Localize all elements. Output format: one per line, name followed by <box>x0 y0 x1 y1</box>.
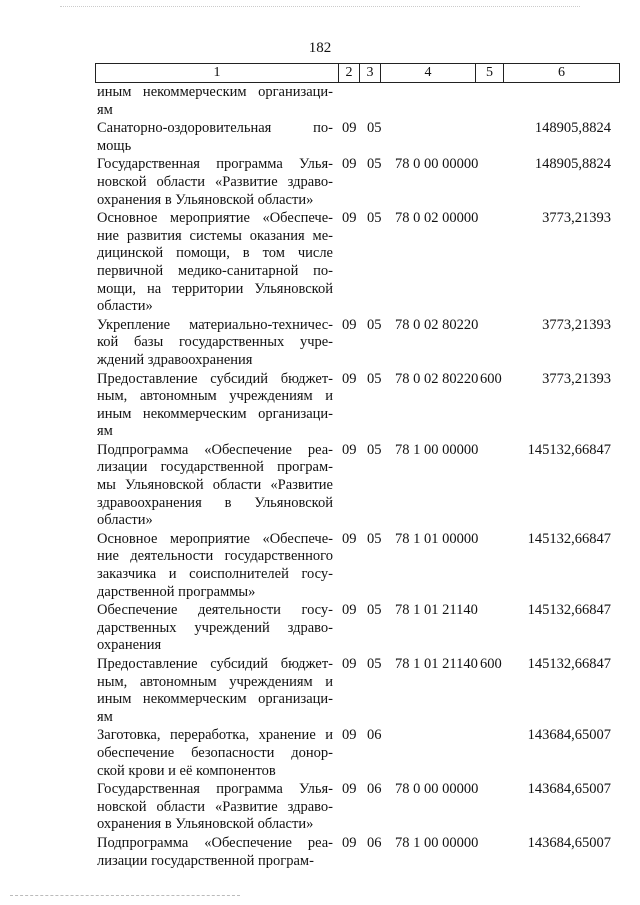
row-subsection-code: 06 <box>367 834 382 851</box>
row-section-code: 09 <box>342 370 357 387</box>
row-target-article-code: 78 1 01 21140 <box>395 602 478 619</box>
row-amount: 145132,66847 <box>527 656 611 672</box>
row-name-line: иным некоммерческим организаци- <box>97 84 333 100</box>
table-row <box>97 656 617 726</box>
row-name-line: Государственная программа Улья- <box>97 156 333 173</box>
row-target-article-code: 78 0 00 00000 <box>395 781 479 798</box>
row-section-code: 09 <box>342 656 357 672</box>
row-subsection-code: 05 <box>367 602 382 619</box>
row-name-line: охранения <box>97 637 162 654</box>
row-name-line: ям <box>97 423 113 440</box>
row-section-code: 09 <box>342 156 357 173</box>
table-row <box>97 156 617 209</box>
row-expense-type-code: 600 <box>480 370 502 387</box>
row-name <box>97 317 333 370</box>
row-section-code: 09 <box>342 602 357 619</box>
row-name-line: охранения в Ульяновской области» <box>97 816 314 833</box>
row-subsection-code: 05 <box>367 120 382 137</box>
row-name <box>97 602 333 655</box>
row-name-line: ям <box>97 101 113 118</box>
row-name-line: области» <box>97 512 153 529</box>
table-row <box>97 84 617 119</box>
budget-table-body <box>97 84 617 871</box>
row-target-article-code: 78 1 00 00000 <box>395 834 479 851</box>
table-row <box>97 210 617 316</box>
row-section-code: 09 <box>342 441 357 458</box>
column-header-6: 6 <box>504 64 620 83</box>
row-section-code: 09 <box>342 120 357 137</box>
row-name-line: первичной медико-санитарной по- <box>97 262 333 279</box>
table-row <box>97 371 617 441</box>
row-subsection-code: 05 <box>367 656 382 672</box>
column-header-3: 3 <box>360 64 381 83</box>
row-name <box>97 442 333 530</box>
row-name <box>97 120 333 155</box>
row-subsection-code: 06 <box>367 781 382 798</box>
row-expense-type-code: 600 <box>480 656 502 672</box>
row-name-line: Предоставление субсидий бюджет- <box>97 656 333 672</box>
row-amount: 145132,66847 <box>527 441 611 458</box>
row-amount: 3773,21393 <box>542 316 611 333</box>
row-name <box>97 210 333 316</box>
row-target-article-code: 78 1 01 00000 <box>395 530 479 547</box>
row-amount: 145132,66847 <box>527 602 611 619</box>
row-name <box>97 371 333 441</box>
row-target-article-code: 78 0 00 00000 <box>395 156 479 173</box>
row-subsection-code: 05 <box>367 210 382 227</box>
row-amount: 148905,8824 <box>534 156 611 173</box>
row-name-line: лизации государственной програм- <box>97 852 314 869</box>
row-section-code: 09 <box>342 210 357 227</box>
row-name-line: Обеспечение деятельности госу- <box>97 602 333 619</box>
row-subsection-code: 05 <box>367 441 382 458</box>
column-header-5: 5 <box>476 64 504 83</box>
row-name-line: дицинской помощи, в том числе <box>97 245 333 262</box>
row-name <box>97 835 333 870</box>
row-target-article-code: 78 0 02 80220 <box>395 370 479 387</box>
column-header-table <box>95 63 620 83</box>
row-name-line: Основное мероприятие «Обеспече- <box>97 210 333 227</box>
row-subsection-code: 05 <box>367 370 382 387</box>
row-name-line: кой базы государственных учре- <box>97 334 333 351</box>
row-name-line: ным, автономным учреждениям и <box>97 673 333 690</box>
row-name-line: Основное мероприятие «Обеспече- <box>97 530 333 547</box>
row-name <box>97 656 333 726</box>
table-row <box>97 442 617 530</box>
row-amount: 143684,65007 <box>527 834 611 851</box>
table-row <box>97 835 617 870</box>
row-name-line: здравоохранения в Ульяновской <box>97 494 333 511</box>
row-subsection-code: 05 <box>367 530 382 547</box>
row-name-line: новской области «Развитие здраво- <box>97 173 333 190</box>
row-name <box>97 727 333 780</box>
row-name-line: обеспечение безопасности донор- <box>97 744 333 761</box>
row-name-line: заказчика и соисполнителей госу- <box>97 566 333 583</box>
scan-edge-top <box>60 6 580 8</box>
row-name-line: Подпрограмма «Обеспечение реа- <box>97 834 333 851</box>
row-name-line: Подпрограмма «Обеспечение реа- <box>97 441 333 458</box>
row-name-line: ям <box>97 708 113 725</box>
column-header-2: 2 <box>339 64 360 83</box>
row-name <box>97 84 333 119</box>
row-subsection-code: 06 <box>367 727 382 744</box>
row-name <box>97 781 333 834</box>
row-name-line: Заготовка, переработка, хранение и <box>97 727 333 744</box>
row-name-line: иным некоммерческим организаци- <box>97 691 333 708</box>
row-name-line: Санаторно-оздоровительная по- <box>97 120 333 137</box>
row-name-line: дарственных учреждений здраво- <box>97 619 333 636</box>
row-name-line: ным, автономным учреждениям и <box>97 388 333 405</box>
row-amount: 145132,66847 <box>527 530 611 547</box>
row-section-code: 09 <box>342 727 357 744</box>
row-target-article-code: 78 0 02 00000 <box>395 210 479 227</box>
row-section-code: 09 <box>342 781 357 798</box>
row-name-line: ние деятельности государственного <box>97 548 333 565</box>
row-name-line: области» <box>97 298 153 315</box>
row-target-article-code: 78 1 00 00000 <box>395 441 479 458</box>
row-name-line: ждений здравоохранения <box>97 351 253 368</box>
row-subsection-code: 05 <box>367 156 382 173</box>
row-name-line: новской области «Развитие здраво- <box>97 798 333 815</box>
row-target-article-code: 78 1 01 21140 <box>395 656 478 672</box>
table-row <box>97 317 617 370</box>
table-row <box>97 727 617 780</box>
row-section-code: 09 <box>342 834 357 851</box>
row-amount: 143684,65007 <box>527 781 611 798</box>
row-name-line: Предоставление субсидий бюджет- <box>97 370 333 387</box>
row-name <box>97 156 333 209</box>
row-amount: 3773,21393 <box>542 370 611 387</box>
row-name-line: Укрепление материально-техничес- <box>97 316 333 333</box>
row-name-line: мощь <box>97 137 132 154</box>
page-number: 182 <box>308 40 332 56</box>
scan-edge-bottom <box>10 895 240 897</box>
row-amount: 143684,65007 <box>527 727 611 744</box>
row-amount: 3773,21393 <box>542 210 611 227</box>
row-name <box>97 531 333 601</box>
row-name-line: иным некоммерческим организаци- <box>97 405 333 422</box>
table-row <box>97 120 617 155</box>
row-section-code: 09 <box>342 530 357 547</box>
row-amount: 148905,8824 <box>534 120 611 137</box>
column-header-1: 1 <box>96 64 339 83</box>
column-header-4: 4 <box>381 64 476 83</box>
table-row <box>97 781 617 834</box>
row-target-article-code: 78 0 02 80220 <box>395 316 479 333</box>
row-name-line: мощи, на территории Ульяновской <box>97 280 333 297</box>
row-name-line: ской крови и её компонентов <box>97 762 276 779</box>
row-section-code: 09 <box>342 316 357 333</box>
row-subsection-code: 05 <box>367 316 382 333</box>
table-row <box>97 602 617 655</box>
row-name-line: Государственная программа Улья- <box>97 781 333 798</box>
row-name-line: лизации государственной програм- <box>97 459 333 476</box>
row-name-line: мы Ульяновской области «Развитие <box>97 477 333 494</box>
row-name-line: дарственной программы» <box>97 583 256 600</box>
row-name-line: ние развития системы оказания ме- <box>97 227 333 244</box>
row-name-line: охранения в Ульяновской области» <box>97 191 314 208</box>
table-row <box>97 531 617 601</box>
